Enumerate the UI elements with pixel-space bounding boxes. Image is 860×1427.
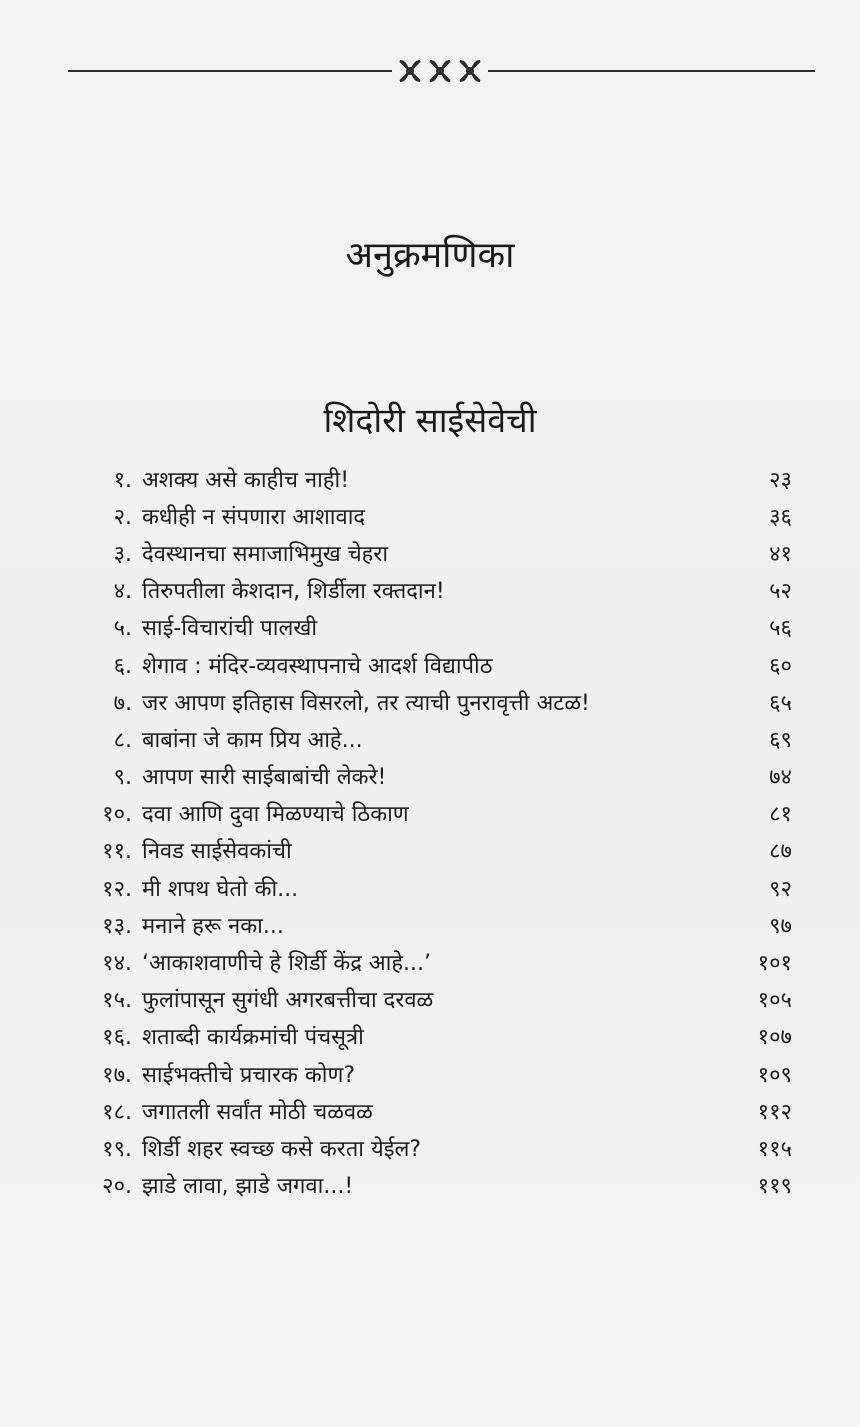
page-number: ७४ — [769, 765, 792, 791]
chapter-number: ५. — [113, 616, 132, 642]
page-number: ६९ — [769, 727, 792, 753]
page-number: ५२ — [769, 579, 792, 605]
page-number: ८७ — [769, 839, 792, 865]
toc-row[interactable] — [70, 797, 792, 834]
chapter-title: झाडे लावा, झाडे जगवा...! — [142, 1174, 354, 1200]
chapter-number: ८. — [113, 727, 132, 753]
toc-row[interactable] — [70, 722, 792, 759]
chapter-title: मनाने हरू नका... — [142, 913, 284, 939]
toc-row[interactable] — [70, 834, 792, 871]
chapter-title: जगातली सर्वांत मोठी चळवळ — [142, 1099, 373, 1125]
chapter-title: शेगाव : मंदिर-व्यवस्थापनाचे आदर्श विद्यापीठ — [142, 653, 493, 679]
chapter-number: १०. — [102, 802, 132, 828]
floral-knot-icon — [426, 58, 454, 84]
page-number: १०९ — [757, 1062, 792, 1088]
floral-knot-icon — [396, 58, 424, 84]
page-number: ६० — [769, 653, 792, 679]
chapter-number: १३. — [102, 913, 132, 939]
chapter-number: ३. — [113, 541, 132, 567]
chapter-number: ७. — [113, 690, 132, 716]
toc-row[interactable] — [70, 462, 792, 499]
chapter-number: १७. — [102, 1062, 132, 1088]
page-number: ९२ — [769, 876, 792, 902]
page-number: ९७ — [769, 913, 792, 939]
toc-row[interactable] — [70, 945, 792, 982]
page-number: ४१ — [769, 541, 792, 567]
chapter-number: २. — [113, 504, 132, 530]
page-number: ३६ — [769, 504, 792, 530]
toc-row[interactable] — [70, 908, 792, 945]
chapter-number: १८. — [102, 1099, 132, 1125]
chapter-number: २०. — [102, 1174, 132, 1200]
chapter-title: साईभक्तीचे प्रचारक कोण? — [142, 1062, 356, 1088]
section-title: शिदोरी साईसेवेची — [323, 401, 537, 441]
toc-row[interactable] — [70, 499, 792, 536]
page-number: ५६ — [769, 616, 792, 642]
chapter-title: ‘आकाशवाणीचे हे शिर्डी केंद्र आहे...’ — [142, 951, 432, 977]
chapter-number: १६. — [102, 1025, 132, 1051]
toc-row[interactable] — [70, 648, 792, 685]
chapter-title: कधीही न संपणारा आशावाद — [142, 504, 366, 530]
chapter-number: ४. — [113, 579, 132, 605]
chapter-title: तिरुपतीला केशदान, शिर्डीला रक्तदान! — [142, 579, 445, 605]
toc-row[interactable] — [70, 1169, 792, 1206]
toc-row[interactable] — [70, 1131, 792, 1168]
page-number: १०७ — [757, 1025, 792, 1051]
chapter-number: १९. — [102, 1136, 132, 1162]
chapter-title: मी शपथ घेतो की... — [142, 876, 299, 902]
chapter-title: शताब्दी कार्यक्रमांची पंचसूत्री — [142, 1025, 364, 1051]
chapter-number: ११. — [102, 839, 132, 865]
chapter-title: शिर्डी शहर स्वच्छ कसे करता येईल? — [142, 1136, 422, 1162]
toc-row[interactable] — [70, 983, 792, 1020]
page-number: ११९ — [757, 1174, 792, 1200]
chapter-number: १२. — [102, 876, 132, 902]
chapter-number: १. — [113, 467, 132, 493]
toc-row[interactable] — [70, 685, 792, 722]
toc-row[interactable] — [70, 574, 792, 611]
page-number: ८१ — [769, 802, 792, 828]
toc-row[interactable] — [70, 611, 792, 648]
page-number: २३ — [769, 467, 792, 493]
chapter-number: १५. — [102, 988, 132, 1014]
chapter-title: अशक्य असे काहीच नाही! — [142, 467, 350, 493]
page-number: ११२ — [757, 1099, 792, 1125]
chapter-title: देवस्थानचा समाजाभिमुख चेहरा — [142, 541, 389, 567]
chapter-title: जर आपण इतिहास विसरलो, तर त्याची पुनरावृत्ती अटळ! — [142, 690, 590, 716]
toc-row[interactable] — [70, 1020, 792, 1057]
toc-row[interactable] — [70, 760, 792, 797]
page-number: १०१ — [757, 951, 792, 977]
toc-row[interactable] — [70, 1094, 792, 1131]
toc-row[interactable] — [70, 871, 792, 908]
chapter-title: निवड साईसेवकांची — [142, 839, 292, 865]
chapter-title: साई-विचारांची पालखी — [142, 616, 318, 642]
chapter-title: दवा आणि दुवा मिळण्याचे ठिकाण — [142, 802, 409, 828]
header-ornament — [392, 55, 488, 87]
chapter-title: फुलांपासून सुगंधी अगरबत्तीचा दरवळ — [142, 988, 434, 1014]
chapter-number: १४. — [102, 951, 132, 977]
chapter-title: बाबांना जे काम प्रिय आहे... — [142, 727, 363, 753]
page-number: ६५ — [769, 690, 792, 716]
page-number: १०५ — [757, 988, 792, 1014]
toc-row[interactable] — [70, 536, 792, 573]
chapter-number: ९. — [113, 765, 132, 791]
page-title: अनुक्रमणिका — [345, 235, 515, 276]
toc-row[interactable] — [70, 1057, 792, 1094]
page-number: ११५ — [757, 1136, 792, 1162]
chapter-number: ६. — [113, 653, 132, 679]
floral-knot-icon — [456, 58, 484, 84]
table-of-contents — [70, 462, 792, 1206]
chapter-title: आपण सारी साईबाबांची लेकरे! — [142, 765, 387, 791]
